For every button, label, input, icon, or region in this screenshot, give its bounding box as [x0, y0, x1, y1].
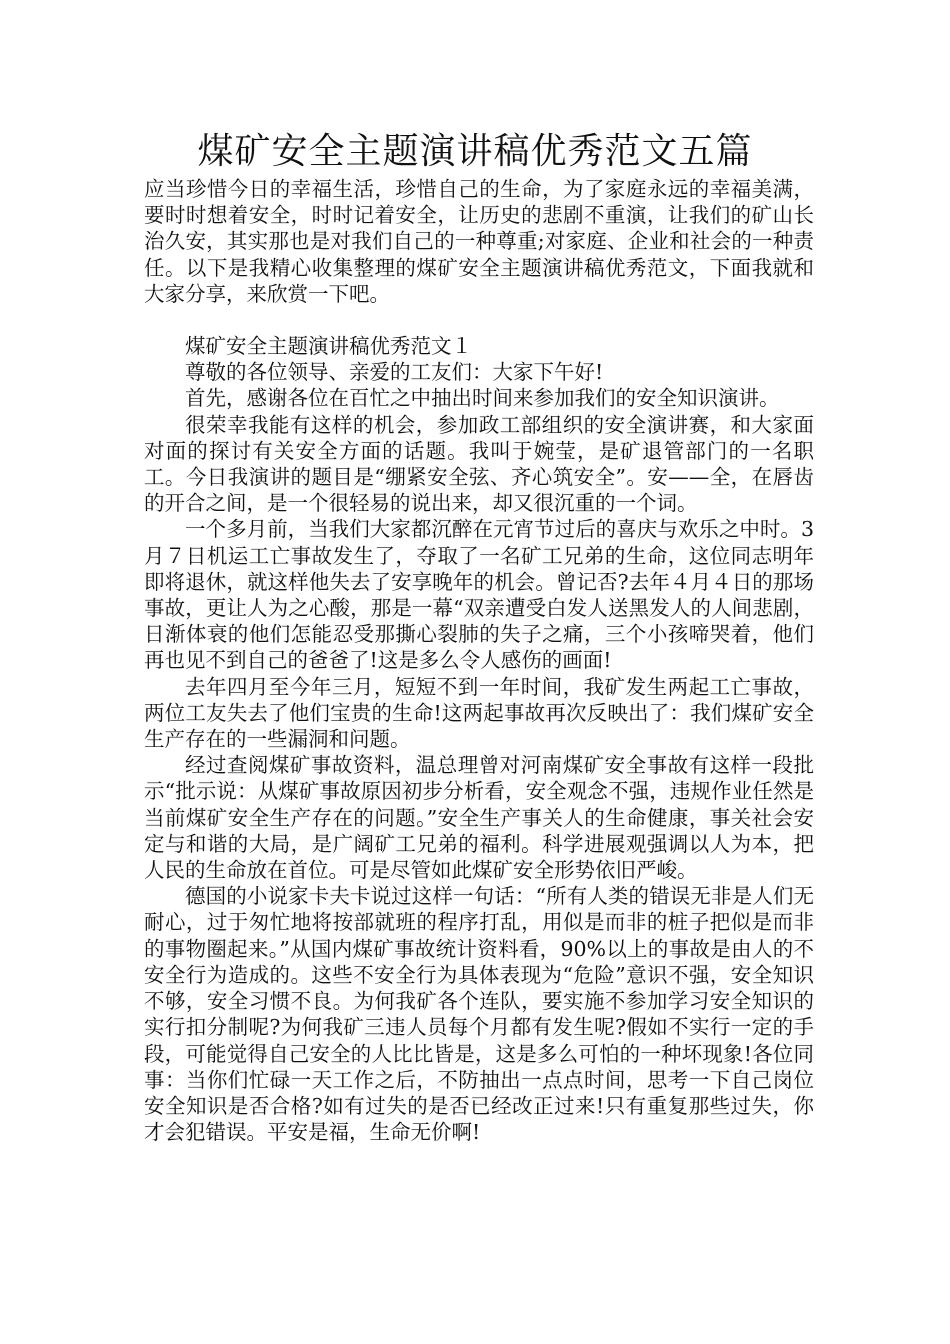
body-paragraph: 德国的小说家卡夫卡说过这样一句话：“所有人类的错误无非是人们无耐心，过于匆忙地将按部就班的程序打乱，用似是而非的桩子把似是而非的事物圈起来。”从国内煤矿事故统计资料看，90%以上的事故是由人的不安全行为造成的。这些不安全行为具体表现为“危险”意识不强，安全知识不够，安全习惯不良。为何我矿各个连队，要实施不参加学习安全知识的实行扣分制呢?为何我矿三违人员每个月都有发生呢?假如不实行一定的手段，可能觉得自己安全的人比比皆是，这是多么可怕的一种坏现象!各位同事：当你们忙碌一天工作之后，不防抽出一点点时间，思考一下自己岗位安全知识是否合格?如有过失的是否已经改正过来!只有重复那些过失，你才会犯错误。平安是福，生命无价啊! [144, 884, 814, 1145]
body-paragraph: 经过查阅煤矿事故资料，温总理曾对河南煤矿安全事故有这样一段批示“批示说：从煤矿事故原因初步分析看，安全观念不强，违规作业任然是当前煤矿安全生产存在的问题。”安全生产事关人的生命健康，事关社会安定与和谐的大局，是广阔矿工兄弟的福利。科学进展观强调以人为本，把人民的生命放在首位。可是尽管如此煤矿安全形势依旧严峻。 [144, 753, 814, 883]
body-paragraph: 去年四月至今年三月，短短不到一年时间，我矿发生两起工亡事故，两位工友失去了他们宝贵的生命!这两起事故再次反映出了：我们煤矿安全生产存在的一些漏洞和问题。 [144, 674, 814, 752]
body-paragraph: 首先，感谢各位在百忙之中抽出时间来参加我们的安全知识演讲。 [185, 386, 780, 411]
document-title: 煤矿安全主题演讲稿优秀范文五篇 [197, 131, 753, 172]
body-paragraph: 很荣幸我能有这样的机会，参加政工部组织的安全演讲赛，和大家面对面的探讨有关安全方面的话题。我叫于婉莹，是矿退管部门的一名职工。今日我演讲的题目是“绷紧安全弦、齐心筑安全”。安——全，在唇齿的开合之间，是一个很轻易的说出来，却又很沉重的一个词。 [144, 412, 814, 516]
paragraph-spacer [144, 307, 814, 333]
section-heading: 煤矿安全主题演讲稿优秀范文１ [185, 334, 472, 359]
intro-paragraph: 应当珍惜今日的幸福生活，珍惜自己的生命，为了家庭永远的幸福美满，要时时想着安全，时时记着安全，让历史的悲剧不重演，让我们的矿山长治久安，其实那也是对我们自己的一种尊重;对家庭、企业和社会的一种责任。以下是我精心收集整理的煤矿安全主题演讲稿优秀范文，下面我就和大家分享，来欣赏一下吧。 [144, 177, 814, 306]
document-body [144, 176, 814, 1145]
greeting-paragraph: 尊敬的各位领导、亲爱的工友们：大家下午好! [185, 360, 604, 385]
body-paragraph: 一个多月前，当我们大家都沉醉在元宵节过后的喜庆与欢乐之中时。3月７日机运工亡事故发生了，夺取了一名矿工兄弟的生命，这位同志明年即将退休，就这样他失去了安享晚年的机会。曾记否?去年４月４日的那场事故，更让人为之心酸，那是一幕“双亲遭受白发人送黑发人的人间悲剧，日渐体衰的他们怎能忍受那撕心裂肺的失子之痛，三个小孩啼哭着，他们再也见不到自己的爸爸了!这是多么令人感伤的画面! [144, 517, 814, 673]
